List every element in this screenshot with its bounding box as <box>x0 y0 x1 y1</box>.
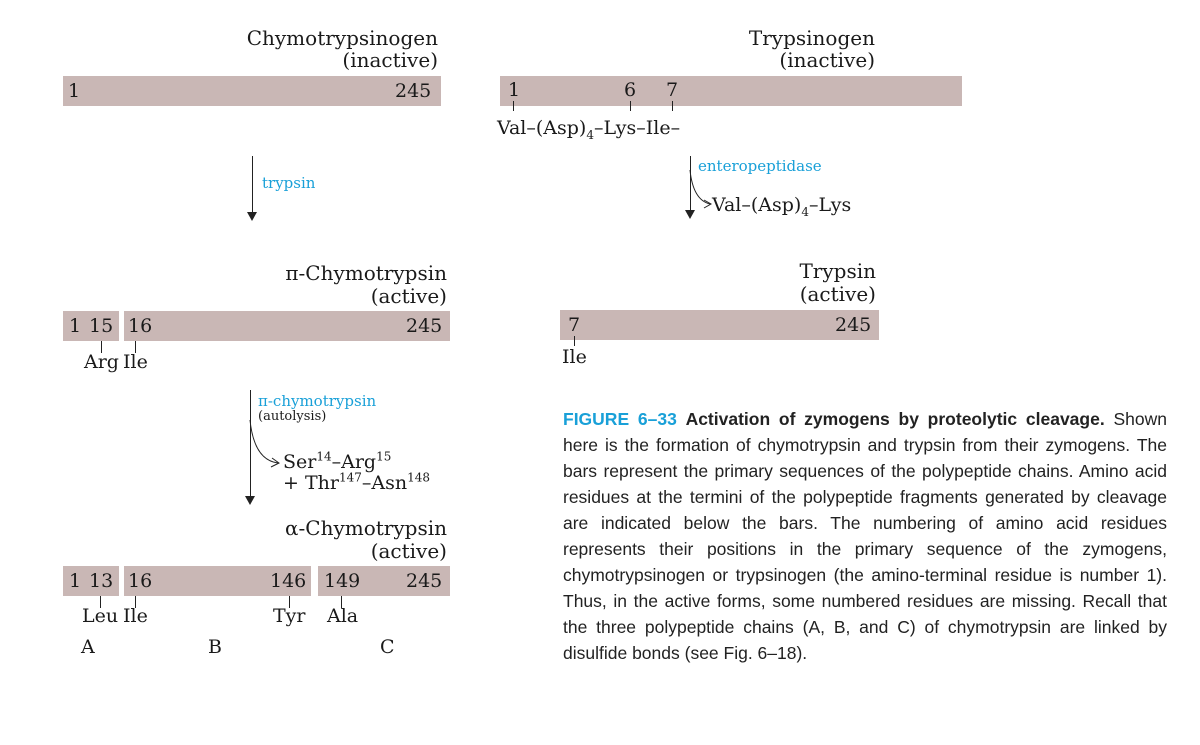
trypsinogen-n7: 7 <box>666 79 679 101</box>
chain-b-start: 16 <box>128 570 153 592</box>
chain-c-end: 245 <box>406 570 443 592</box>
autolysis-note: (autolysis) <box>258 409 327 424</box>
chain-c-start: 149 <box>324 570 361 592</box>
pi-chymotrypsin-name: π-Chymotrypsin <box>285 261 447 285</box>
chain-a-start: 1 <box>69 570 82 592</box>
arrow-head <box>685 210 695 219</box>
chymotrypsinogen-bar <box>63 76 441 106</box>
chymotrypsinogen-end: 245 <box>395 80 432 102</box>
residue-ile: Ile <box>123 605 148 627</box>
figure-caption-body: Shown here is the formation of chymotrypsin and trypsin from their zymogens. The bars represent the primary sequences of the polypeptide chains. Amino acid residues at the termini of the polypeptide fragments generated by cleavage are indicated below the bars. The numbering of amino acid residues represents their positions in the primary sequence of the zymogens, chymotrypsinogen or trypsinogen (the amino-terminal residue is number 1). Thus, in the active forms, some numbered residues are missing. Recall that the three polypeptide chains (A, B, and C) of chymotrypsin are linked by disulfide bonds (see Fig. 6–18). <box>563 409 1167 663</box>
chain-c-label: C <box>380 636 395 658</box>
pi-chymotrypsin-segment-2 <box>124 311 450 341</box>
chain-a-end: 13 <box>89 570 114 592</box>
chymotrypsinogen-name: Chymotrypsinogen <box>246 26 438 50</box>
enzyme-trypsin: trypsin <box>262 174 316 192</box>
cleaved-dipeptide-2: + Thr$^{147}$–Asn$^{148}$ <box>283 470 430 494</box>
trypsinogen-name: Trypsinogen <box>748 26 875 50</box>
trypsinogen-n1: 1 <box>508 79 521 101</box>
figure-caption <box>563 406 1167 666</box>
arrow-head <box>247 212 257 221</box>
chain-b-end: 146 <box>270 570 307 592</box>
pi-chymotrypsin-state: (active) <box>370 284 447 308</box>
residue-ile: Ile <box>562 346 587 368</box>
tick-1 <box>513 101 514 111</box>
figure-label: FIGURE 6–33 <box>563 409 677 429</box>
tick-7 <box>574 336 575 346</box>
tick-6 <box>630 101 631 111</box>
trypsin-bar <box>560 310 879 340</box>
chain-a-label: A <box>81 636 95 658</box>
residue-leu: Leu <box>82 605 119 627</box>
residue-tyr: Tyr <box>273 605 306 627</box>
chain-b-label: B <box>208 636 222 658</box>
trypsin-start: 7 <box>568 314 581 336</box>
residue-ala: Ala <box>327 605 359 627</box>
pi-seg2-start: 16 <box>128 315 153 337</box>
trypsinogen-n6: 6 <box>624 79 637 101</box>
alpha-chymotrypsin-state: (active) <box>370 539 447 563</box>
released-hexapeptide: Val–$(Asp)_4$–Lys <box>712 194 852 219</box>
figure-title: Activation of zymogens by proteolytic cleavage. <box>685 409 1105 429</box>
residue-arg: Arg <box>84 351 119 373</box>
enzyme-pi-chymotrypsin: π-chymotrypsin <box>258 392 377 410</box>
residue-ile: Ile <box>123 351 148 373</box>
arrow-shaft <box>252 156 253 214</box>
trypsin-state: (active) <box>799 282 876 306</box>
trypsin-name: Trypsin <box>799 259 876 283</box>
chymotrypsinogen-start: 1 <box>68 80 81 102</box>
pi-seg2-end: 245 <box>406 315 443 337</box>
tick-7 <box>672 101 673 111</box>
trypsinogen-bar <box>500 76 962 106</box>
arrow-head <box>245 496 255 505</box>
chymotrypsinogen-state: (inactive) <box>342 48 438 72</box>
pi-seg1-end: 15 <box>89 315 114 337</box>
cleaved-dipeptide-1: Ser$^{14}$–Arg$^{15}$ <box>283 449 392 473</box>
trypsin-end: 245 <box>835 314 872 336</box>
alpha-chymotrypsin-name: α-Chymotrypsin <box>285 516 447 540</box>
trypsinogen-state: (inactive) <box>779 48 875 72</box>
trypsinogen-sequence: Val–$(Asp)_4-Lys-Ile-$ <box>497 117 681 142</box>
pi-seg1-start: 1 <box>69 315 82 337</box>
enzyme-enteropeptidase: enteropeptidase <box>698 157 822 175</box>
